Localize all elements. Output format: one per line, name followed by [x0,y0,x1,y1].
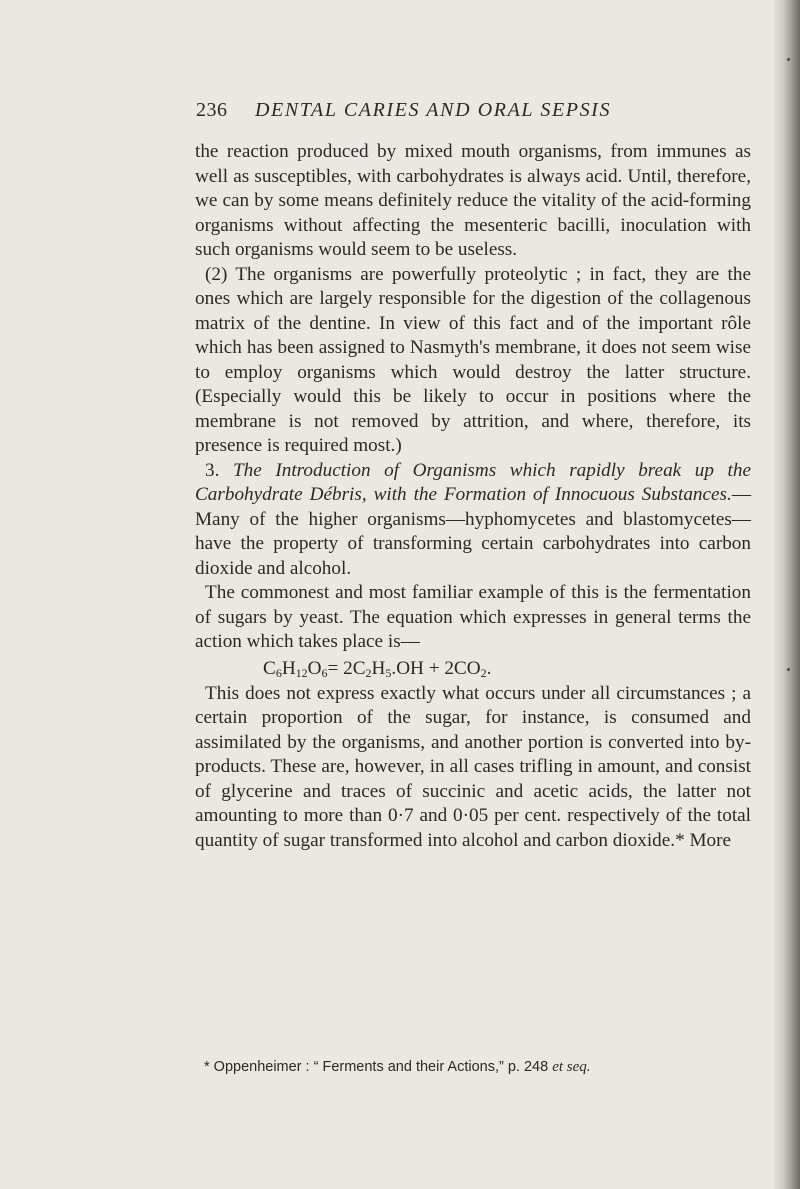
footnote-italic: et seq. [552,1059,591,1075]
section-heading: The Introduction of Organisms which rapidly break up the Carbohydrate Débris, with the Formation of Innocuous Substances. [195,459,751,505]
edge-speck [787,668,790,671]
chemical-equation [263,655,751,682]
section-text: —Many of the higher organisms—hyphomycetes and blastomycetes—have the property of transforming certain carbohydrates into carbon dioxide and alcohol. [195,484,751,579]
paragraph-fermentation: The commonest and most familiar example of this is the fermentation of sugars by yeast. The equation which expresses in general terms the action which takes place is— [195,582,751,652]
eq-subscript: 6 [275,665,282,680]
eq-subscript: 5 [385,665,392,680]
body-text [195,140,751,853]
footnote-text: * Oppenheimer : “ Ferments and their Actions,” p. 248 [204,1059,549,1075]
eq-term: . [486,657,492,679]
eq-subscript: 2 [480,665,487,680]
eq-subscript: 12 [295,665,308,680]
edge-speck [787,58,790,61]
paragraph-by-products: This does not express exactly what occurs under all circumstances ; a certain proportion of the sugar, for instance, is consumed and assimilated by the organisms, and another portion is converted into by-products. These are, however, in all cases trifling in amount, and consist of glycerine and traces of succinic and acetic acids, the latter not amounting to more than 0·7 and 0·05 per cent. respectively of the total quantity of sugar transformed into alcohol and carbon dioxide.* More [195,682,751,851]
paragraph-point-2: (2) The organisms are powerfully proteolytic ; in fact, they are the ones which are largely responsible for the digestion of the collagenous matrix of the dentine. In view of this fact and of the important rôle which has been assigned to Nasmyth's membrane, it does not seem wise to employ organisms which would destroy the latter structure. (Especially would this be likely to occur in positions where the membrane is not removed by attrition, and where, therefore, its presence is required most.) [195,263,751,456]
paragraph-point-3 [195,459,751,582]
eq-term: .OH + 2CO [391,657,481,679]
section-number: 3. [205,459,220,481]
eq-subscript: 6 [321,665,328,680]
eq-term: = 2C [327,657,366,679]
eq-term: C [263,657,276,679]
paragraph-continuation: the reaction produced by mixed mouth organisms, from immunes as well as susceptibles, with carbohydrates is always acid. Until, therefore, we can by some means definitely reduce the vitality of the acid-forming organisms without affecting the mesenteric bacilli, inoculation with such organisms would seem to be useless. [195,141,751,260]
eq-term: H [371,657,386,679]
running-title: DENTAL CARIES AND ORAL SEPSIS [255,99,612,121]
page-edge-shadow [774,0,800,1189]
page-number: 236 [196,99,228,121]
footnote [204,1059,591,1076]
eq-term: O [307,657,322,679]
eq-subscript: 2 [365,665,372,680]
running-header [196,99,611,122]
eq-term: H [281,657,296,679]
